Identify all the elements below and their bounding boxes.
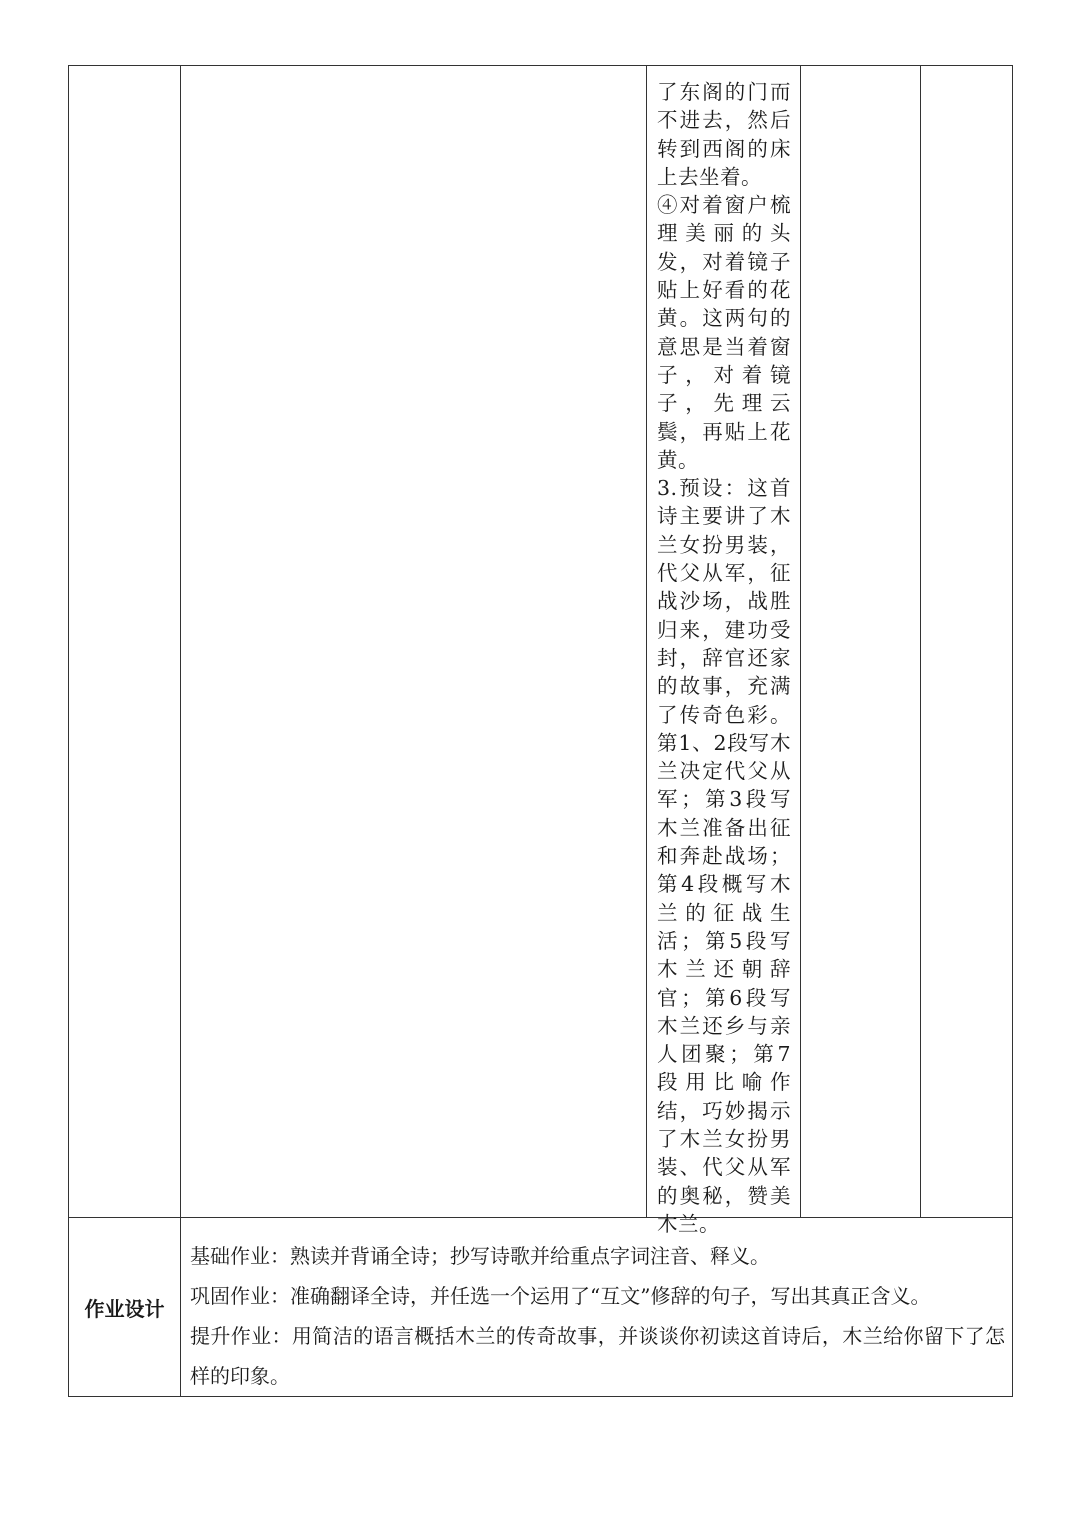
student-activity-text [657, 78, 791, 1238]
lesson-paragraph: 3.预设：这首诗主要讲了木兰女扮男装，代父从军，征战沙场，战胜归来，建功受封，辞官还家的故事，充满了传奇色彩。第1、2段写木兰决定代父从军；第3段写木兰准备出征和奔赴战场；第4段概写木兰的征战生活；第5段写木兰还朝辞官；第6段写木兰还乡与亲人团聚；第7段用比喻作结，巧妙揭示了木兰女扮男装、代父从军的奥秘，赞美木兰。 [657, 476, 791, 1236]
cell-design-intent-empty [801, 66, 920, 1217]
homework-label: 作业设计 [84, 1296, 165, 1321]
lesson-paragraph: ④对着窗户梳理美丽的头发，对着镜子贴上好看的花黄。这两句的意思是当着窗子，对着镜子，先理云鬓，再贴上花黄。 [657, 193, 791, 472]
homework-content [190, 1236, 1005, 1396]
lesson-paragraph: 了东阁的门而不进去，然后转到西阁的床上去坐着。 [657, 80, 791, 189]
homework-advanced: 提升作业：用简洁的语言概括木兰的传奇故事，并谈谈你初读这首诗后，木兰给你留下了怎样的印象。 [190, 1324, 1005, 1388]
cell-section-label-empty [69, 66, 180, 1217]
homework-basic: 基础作业：熟读并背诵全诗；抄写诗歌并给重点字词注音、释义。 [190, 1244, 770, 1268]
cell-notes-empty [921, 66, 1012, 1217]
col-divider-2 [646, 65, 647, 1217]
homework-consolidate: 巩固作业：准确翻译全诗，并任选一个运用了“互文”修辞的句子，写出其真正含义。 [190, 1284, 931, 1308]
cell-teacher-activity-empty [181, 66, 646, 1217]
row-divider-homework [68, 1217, 1013, 1218]
